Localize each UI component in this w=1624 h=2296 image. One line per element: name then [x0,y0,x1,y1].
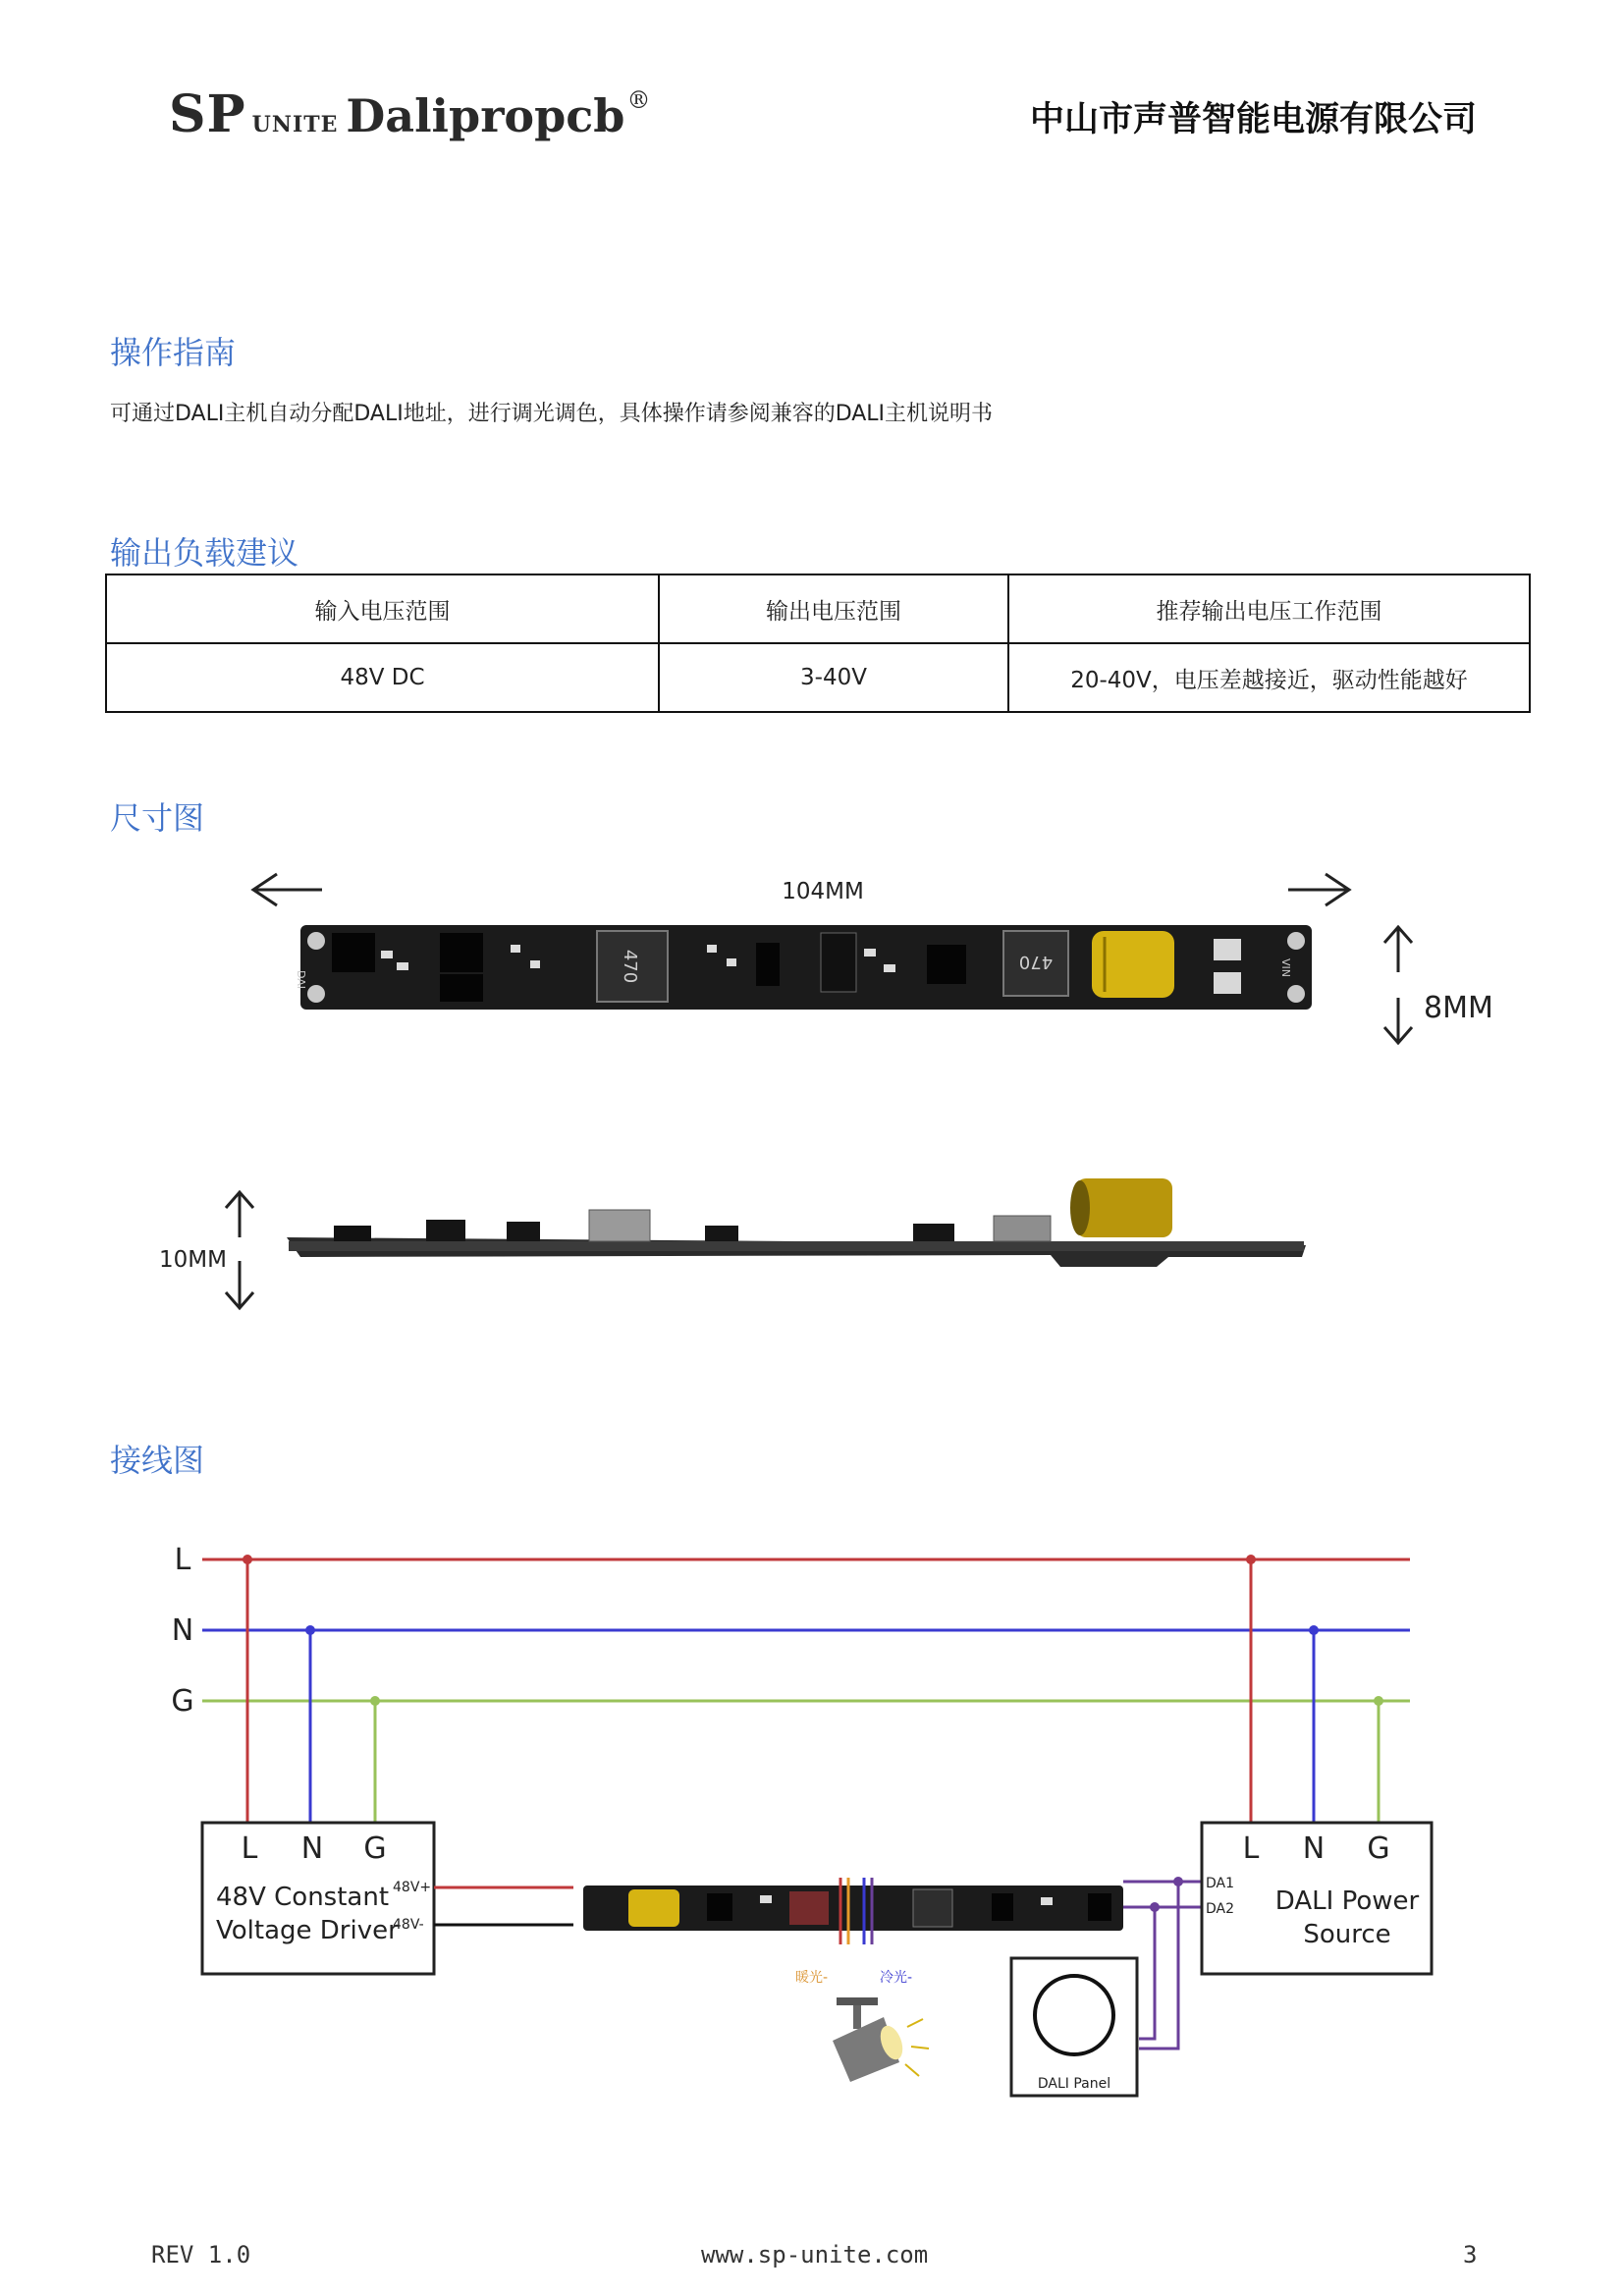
driver-terminal-n: N [300,1831,324,1866]
footer-page-number: 3 [1463,2241,1478,2269]
logo-unite: UNITE [251,112,339,137]
dali-panel-knob-icon [1035,1976,1113,2054]
junction-da2 [1150,1902,1160,1912]
width-arrows [1384,927,1412,1043]
source-line2: Source [1303,1920,1391,1949]
source-terminal-n: N [1302,1831,1326,1866]
driver-drops [243,1555,380,1823]
footer-website[interactable]: www.sp-unite.com [701,2241,929,2269]
dimension-drawing [0,854,1624,1326]
table-cell: 48V DC [106,643,659,712]
inductor-mark-2: 470 [1018,952,1054,972]
source-da1: DA1 [1206,1876,1235,1891]
table-header-cell: 输出电压范围 [659,574,1008,643]
constant-voltage-driver [202,1823,434,1974]
driver-terminal-l: L [241,1831,258,1866]
table-header-cell: 推荐输出电压工作范围 [1008,574,1530,643]
operation-text: 可通过DALI主机自动分配DALI地址，进行调光调色，具体操作请参阅兼容的DALI主机说明书 [110,402,994,426]
source-line1: DALI Power [1274,1886,1420,1916]
dali-panel [1011,1958,1137,2096]
table-row [106,643,1530,712]
driver-line1: 48V Constant [216,1883,390,1912]
dimensions-title: 尺寸图 [110,799,205,837]
driver-out-minus: 48V- [393,1917,424,1933]
dali-source-drops [1246,1555,1383,1823]
driver-line2: Voltage Driver [216,1916,399,1945]
pcb-top-view [295,925,1312,1010]
table-header-row [106,574,1530,643]
width-label: 8MM [1424,991,1493,1025]
brand-logo [169,84,650,144]
wiring-diagram [0,1512,1624,2121]
dali-driver-board [583,1886,1123,1931]
driver-out-plus: 48V+ [393,1880,432,1895]
spotlight-icon [833,1997,929,2082]
bus-label-g: G [171,1684,194,1719]
bus-label-n: N [171,1613,194,1648]
logo-registered: ® [626,86,651,114]
height-arrows [226,1192,253,1308]
length-label: 104MM [782,879,864,904]
table-header-cell: 输入电压范围 [106,574,659,643]
load-table [105,574,1531,713]
logo-sp: SP [169,84,246,144]
dali-power-source [1202,1823,1432,1974]
cool-light-label: 冷光- [880,1970,913,1986]
logo-brand: Dalipropcb [346,89,625,142]
driver-terminal-g: G [363,1831,387,1866]
length-arrow-left [253,874,322,905]
dali-panel-label: DALI Panel [1037,2076,1111,2092]
operation-title: 操作指南 [110,334,237,371]
bus-label-l: L [174,1543,191,1577]
table-cell: 3-40V [659,643,1008,712]
load-title: 输出负载建议 [110,534,299,572]
height-label: 10MM [159,1247,227,1273]
pcb-side-view [287,1178,1306,1267]
pcb-mark-vin: VIN [1279,958,1292,977]
inductor-mark: 470 [620,949,640,984]
company-name: 中山市声普智能电源有限公司 [1029,100,1477,139]
warm-light-label: 暖光- [795,1970,829,1986]
junction-da1 [1173,1877,1183,1886]
table-cell: 20-40V，电压差越接近，驱动性能越好 [1008,643,1530,712]
length-arrow-right [1288,874,1349,905]
source-da2: DA2 [1206,1901,1235,1917]
source-terminal-g: G [1367,1831,1390,1866]
wiring-title: 接线图 [110,1442,205,1479]
pcb-mark-dai: DAI [295,970,307,990]
source-terminal-l: L [1242,1831,1260,1866]
footer-revision: REV 1.0 [151,2241,251,2269]
